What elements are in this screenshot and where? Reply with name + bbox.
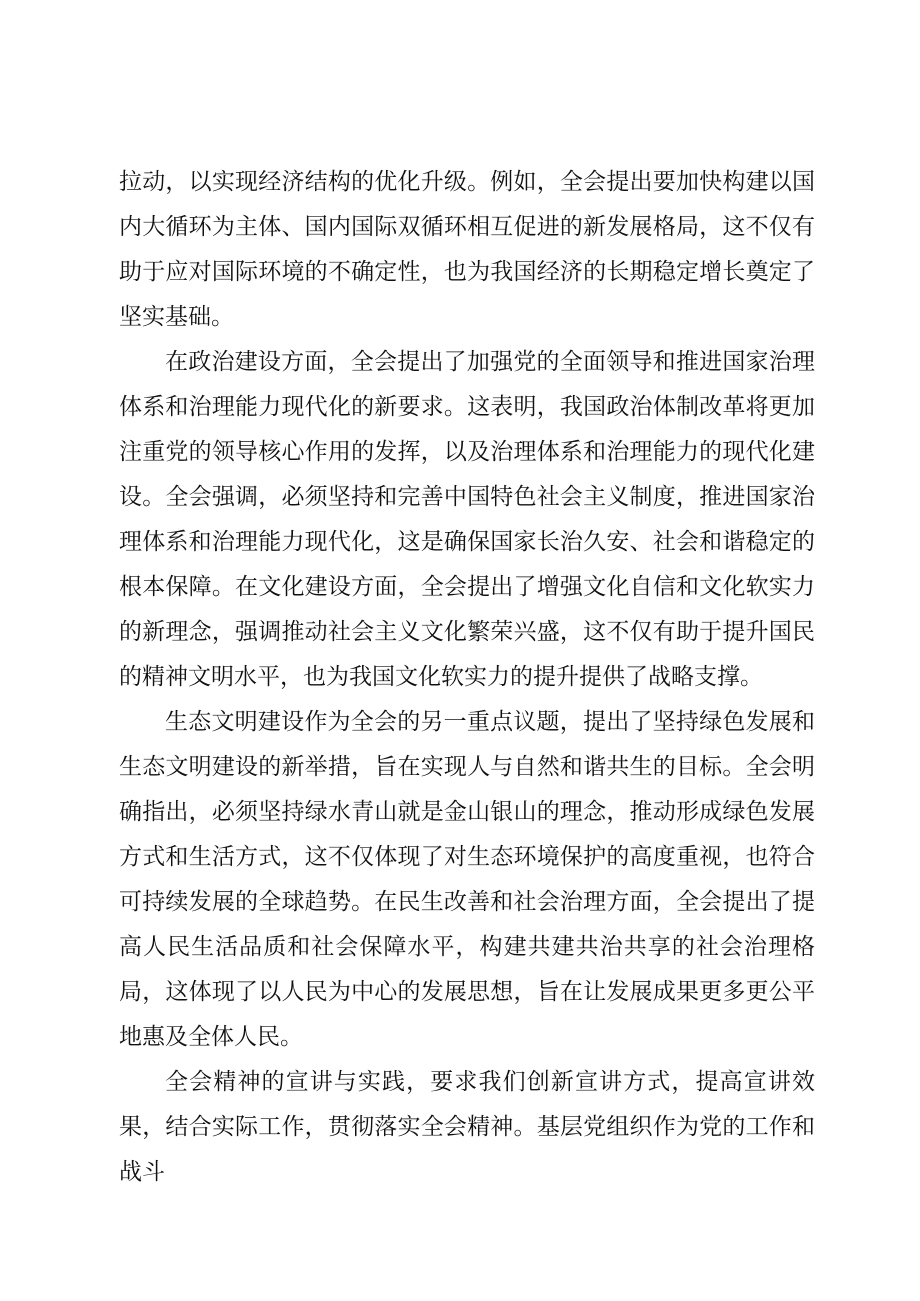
paragraph-2: 在政治建设方面，全会提出了加强党的全面领导和推进国家治理体系和治理能力现代化的新要求。这表明，我国政治体制改革将更加注重党的领导核心作用的发挥，以及治理体系和治理能力的现代化建设。全会强调，必须坚持和完善中国特色社会主义制度，推进国家治理体系和治理能力现代化，这是确保国家长治久安、社会和谐稳定的根本保障。在文化建设方面，全会提出了增强文化自信和文化软实力的新理念，强调推动社会主义文化繁荣兴盛，这不仅有助于提升国民的精神文明水平，也为我国文化软实力的提升提供了战略支撑。 [119,349,815,690]
paragraph-3: 生态文明建设作为全会的另一重点议题，提出了坚持绿色发展和生态文明建设的新举措，旨在实现人与自然和谐共生的目标。全会明确指出，必须坚持绿水青山就是金山银山的理念，推动形成绿色发展方式和生活方式，这不仅体现了对生态环境保护的高度重视，也符合可持续发展的全球趋势。在民生改善和社会治理方面，全会提出了提高人民生活品质和社会保障水平，构建共建共治共享的社会治理格局，这体现了以人民为中心的发展思想，旨在让发展成果更多更公平地惠及全体人民。 [119,709,815,1050]
paragraph-4: 全会精神的宣讲与实践，要求我们创新宣讲方式，提高宣讲效果，结合实际工作，贯彻落实全会精神。基层党组织作为党的工作和战斗 [119,1069,815,1185]
paragraph-1: 拉动，以实现经济结构的优化升级。例如，全会提出要加快构建以国内大循环为主体、国内国际双循环相互促进的新发展格局，这不仅有助于应对国际环境的不确定性，也为我国经济的长期稳定增长奠定了坚实基础。 [119,169,815,330]
document-body [119,160,815,1195]
